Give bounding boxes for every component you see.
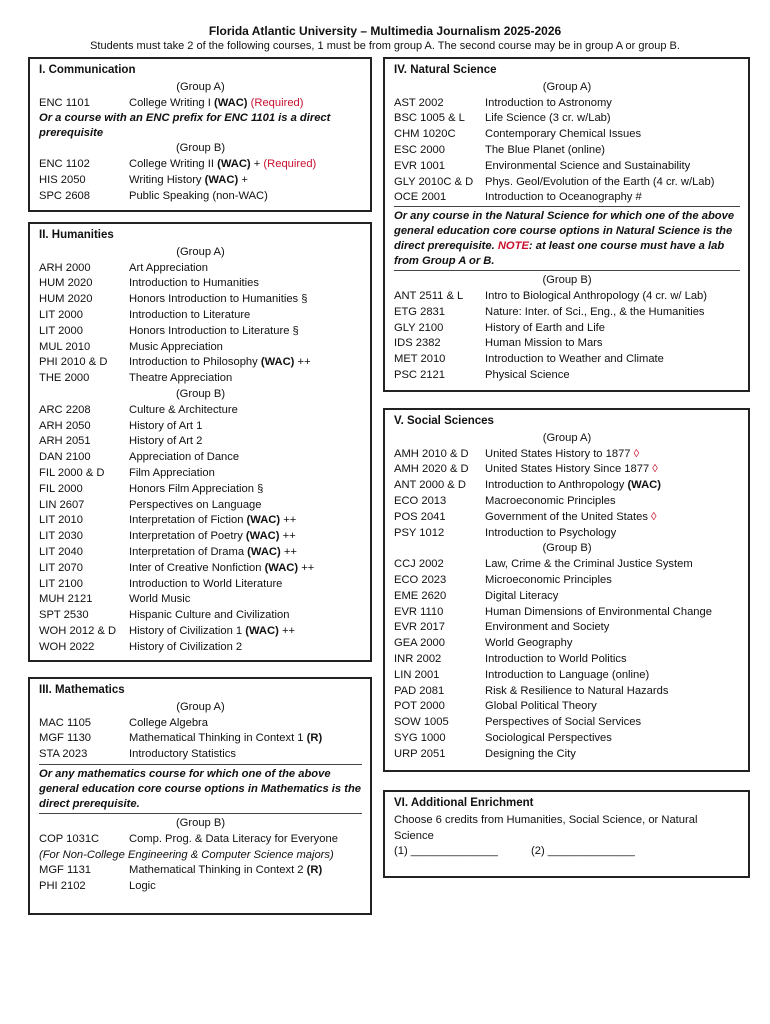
section-title: II. Humanities [39,229,114,241]
course-code: CCJ 2002 [394,558,444,571]
course-code: MET 2010 [394,353,446,366]
course-code: COP 1031C [39,832,100,845]
course-row [394,96,740,112]
course-code: ENC 1102 [39,158,90,171]
course-row [394,159,740,175]
course-name: College Algebra [129,716,208,729]
course-row [394,715,740,731]
course-name: Mathematical Thinking in Context 2 (R) [129,864,323,877]
course-name: Introduction to Literature [129,308,251,321]
course-row [394,636,740,652]
course-row [394,731,740,747]
course-code: GEA 2000 [394,637,446,650]
section-title: III. Mathematics [39,684,125,696]
course-name: Introduction to Psychology [485,526,617,539]
course-row [39,498,362,514]
natural-science-group-a-list [394,96,740,207]
course-name: Physical Science [485,368,570,381]
course-code: FIL 2000 & D [39,466,105,479]
course-code: GLY 2010C & D [394,175,474,188]
course-row [394,143,740,159]
course-code: PSC 2121 [394,368,445,381]
course-code: LIN 2607 [39,498,85,511]
course-row [39,716,362,732]
course-code: ESC 2000 [394,143,445,156]
course-code: GLY 2100 [394,321,444,334]
course-name: Phys. Geol/Evolution of the Earth (4 cr. w/Lab) [485,175,715,188]
course-row [39,261,362,277]
course-row [39,545,362,561]
course-name: United States History to 1877 ◊ [485,447,640,460]
course-code: CHM 1020C [394,128,456,141]
course-row [39,340,362,356]
course-code: EVR 1001 [394,159,445,172]
course-name: Comp. Prog. & Data Literacy for Everyone [129,832,338,845]
section-title: IV. Natural Science [394,64,497,76]
course-name: College Writing II (WAC) + (Required) [129,158,317,171]
course-name: Mathematical Thinking in Context 1 (R) [129,732,323,745]
course-code: EVR 1110 [394,605,444,618]
group-b-label: (Group B) [542,542,592,555]
course-row [394,620,740,636]
social-sciences-section [383,408,750,772]
course-name: Introduction to Philosophy (WAC) ++ [129,356,311,369]
course-code: SPT 2530 [39,609,89,622]
course-row [394,684,740,700]
course-code: THE 2000 [39,372,90,385]
course-code: LIT 2010 [39,514,83,527]
course-row [39,640,362,656]
course-name: History of Civilization 2 [129,640,243,653]
course-code: EME 2620 [394,589,447,602]
course-row [394,127,740,143]
course-name: Logic [129,880,156,893]
course-name: Digital Literacy [485,589,559,602]
course-name: Perspectives of Social Services [485,716,642,729]
course-name: College Writing I (WAC) (Required) [129,96,304,109]
course-row [39,189,362,205]
course-row [39,747,362,763]
course-row [39,371,362,387]
course-row [394,747,740,763]
course-code: ECO 2013 [394,494,447,507]
course-code: POS 2041 [394,510,446,523]
humanities-wac-list [39,513,362,576]
course-name: Risk & Resilience to Natural Hazards [485,684,669,697]
course-name: Honors Film Appreciation § [129,482,264,495]
course-code: IDS 2382 [394,337,441,350]
course-name: Honors Introduction to Humanities § [129,293,308,306]
course-code: PHI 2010 & D [39,356,108,369]
course-name: Film Appreciation [129,466,215,479]
course-code: POT 2000 [394,700,445,713]
course-name: Introduction to World Literature [129,577,283,590]
course-code: AMH 2020 & D [394,463,469,476]
humanities-section [28,222,372,662]
course-code: HIS 2050 [39,173,86,186]
course-row [394,668,740,684]
course-row [394,321,740,337]
course-name: Intro to Biological Anthropology (4 cr. w/ Lab) [485,289,708,302]
course-name: Global Political Theory [485,700,597,713]
course-row [39,96,362,112]
communication-section [28,57,372,212]
course-row [394,352,740,368]
course-name: Public Speaking (non-WAC) [129,189,268,202]
course-code: ARC 2208 [39,403,91,416]
course-row [394,510,740,526]
course-name: Writing History (WAC) + [129,173,248,186]
course-code: BSC 1005 & L [394,112,465,125]
course-row [39,450,362,466]
course-row [39,482,362,498]
course-code: ANT 2511 & L [394,289,464,302]
course-code: AMH 2010 & D [394,447,469,460]
course-code: ECO 2023 [394,573,447,586]
course-code: EVR 2017 [394,621,445,634]
course-name: Government of the United States ◊ [485,510,657,523]
course-name: Environment and Society [485,621,610,634]
group-b-label: (Group B) [542,274,592,287]
group-a-label: (Group A) [176,245,225,258]
course-name: Law, Crime & the Criminal Justice System [485,558,693,571]
enrichment-text: Choose 6 credits from Humanities, Social Science, or Natural Science [394,813,698,842]
humanities-group-a-list [39,261,362,356]
divider [394,206,740,207]
divider [39,813,362,814]
course-code: DAN 2100 [39,451,91,464]
course-row [394,336,740,352]
course-name: World Music [129,593,191,606]
course-name: Culture & Architecture [129,403,238,416]
course-name: Introduction to Astronomy [485,96,612,109]
course-row [39,419,362,435]
course-note: (For Non-College Engineering & Computer Science majors) [39,848,334,861]
course-code: LIT 2030 [39,530,83,543]
course-code: ARH 2051 [39,435,91,448]
course-code: LIN 2001 [394,668,440,681]
course-row [394,526,740,542]
course-name: Life Science (3 cr. w/Lab) [485,112,611,125]
course-row [39,592,362,608]
course-name: Macroeconomic Principles [485,494,616,507]
natural-science-group-b-list [394,289,740,384]
section-title: V. Social Sciences [394,415,494,427]
communication-note: Or a course with an ENC prefix for ENC 1101 is a direct prerequisite [39,112,331,140]
course-name: Honors Introduction to Literature § [129,324,299,337]
course-name: Interpretation of Fiction (WAC) ++ [129,514,297,527]
course-code: SOW 1005 [394,716,449,729]
group-b-label: (Group B) [175,142,226,155]
course-name: Interpretation of Drama (WAC) ++ [129,545,297,558]
course-code: INR 2002 [394,652,442,665]
divider [39,764,362,765]
course-code: HUM 2020 [39,277,93,290]
course-code: ARH 2050 [39,419,91,432]
natural-science-note: Or any course in the Natural Science for which one of the above general education core course options in Natural Science is the direct prerequisite. NOTE: at least one course must have a lab from Group A or B. [394,210,735,268]
course-code: SYG 1000 [394,731,446,744]
course-row [394,589,740,605]
mathematics-note: Or any mathematics course for which one of the above general education core course options in Mathematics is the direct prerequisite. [39,767,362,810]
course-row [39,434,362,450]
mathematics-section [28,677,372,915]
group-b-label: (Group B) [175,816,226,829]
course-code: OCE 2001 [394,191,447,204]
course-name: Interpretation of Poetry (WAC) ++ [129,530,296,543]
course-code: LIT 2000 [39,324,83,337]
course-name: Microeconomic Principles [485,573,612,586]
course-row [394,699,740,715]
course-code: LIT 2040 [39,545,83,558]
course-name: Human Dimensions of Environmental Change [485,605,712,618]
course-code: MUH 2121 [39,593,93,606]
course-row [394,190,740,206]
natural-science-section [383,57,750,392]
group-b-label: (Group B) [175,387,226,400]
course-row [39,879,362,895]
course-row [394,447,740,463]
divider [394,270,740,271]
course-name: Art Appreciation [129,261,208,274]
course-code: HUM 2020 [39,293,93,306]
course-row [394,494,740,510]
page-subtitle: Students must take 2 of the following courses, 1 must be from group A. The second course may be in group A or group B. [90,40,680,52]
course-code: ARH 2000 [39,261,91,274]
course-code: MGF 1131 [39,864,92,877]
section-title: I. Communication [39,64,136,76]
course-name: Introduction to Oceanography # [485,191,642,204]
course-name: Inter of Creative Nonfiction (WAC) ++ [129,561,315,574]
course-row [39,355,362,371]
group-a-label: (Group A) [176,700,225,713]
enrichment-section [383,790,750,878]
course-row [39,157,362,173]
course-code: MUL 2010 [39,340,91,353]
course-code: FIL 2000 [39,482,83,495]
course-row [39,173,362,189]
course-row [39,513,362,529]
course-row [394,289,740,305]
course-name: History of Art 2 [129,435,203,448]
course-row [39,577,362,593]
course-code: LIT 2100 [39,577,83,590]
course-name: History of Earth and Life [485,321,606,334]
course-code: LIT 2000 [39,308,83,321]
course-code: PHI 2102 [39,880,86,893]
course-name: Designing the City [485,747,576,760]
course-row [39,308,362,324]
humanities-group-b-list [39,403,362,514]
course-row [394,368,740,384]
course-name: Perspectives on Language [129,498,262,511]
course-code: ENC 1101 [39,96,90,109]
course-row [394,478,740,494]
course-code: MAC 1105 [39,716,92,729]
blank-2[interactable]: (2) ______________ [531,845,635,858]
section-title: VI. Additional Enrichment [394,797,534,809]
course-name: Introduction to Humanities [129,277,259,290]
course-row [394,111,740,127]
group-a-label: (Group A) [542,431,592,444]
group-a-label: (Group A) [176,80,225,93]
course-code: MGF 1130 [39,732,92,745]
course-code: URP 2051 [394,747,446,760]
blank-1[interactable]: (1) ______________ [394,845,498,858]
course-row [39,863,362,879]
course-name: World Geography [485,637,573,650]
course-row [39,292,362,308]
course-code: SPC 2608 [39,189,90,202]
course-code: PSY 1012 [394,526,445,539]
course-name: Introduction to World Politics [485,652,627,665]
course-row [39,608,362,624]
course-name: History of Art 1 [129,419,203,432]
course-name: Human Mission to Mars [485,337,603,350]
course-code: PAD 2081 [394,684,445,697]
course-code: WOH 2012 & D [39,624,117,637]
course-name: Environmental Science and Sustainability [485,159,691,172]
course-name: Appreciation of Dance [129,451,240,464]
course-name: Introduction to Weather and Climate [485,353,664,366]
course-row [39,466,362,482]
course-name: Theatre Appreciation [129,372,233,385]
enrichment-blanks [394,844,740,860]
course-row [394,557,740,573]
social-sciences-group-b-list [394,557,740,762]
course-row [39,276,362,292]
course-row [394,573,740,589]
course-row [39,529,362,545]
course-name: The Blue Planet (online) [485,143,606,156]
course-code: WOH 2022 [39,640,95,653]
course-row [394,305,740,321]
course-name: Hispanic Culture and Civilization [129,609,290,622]
course-name: United States History Since 1877 ◊ [485,463,658,476]
course-row [39,561,362,577]
course-name: Nature: Inter. of Sci., Eng., & the Humanities [485,305,705,318]
course-name: Contemporary Chemical Issues [485,128,642,141]
course-row [394,652,740,668]
course-name: Introductory Statistics [129,748,236,761]
course-name: Introduction to Language (online) [485,668,650,681]
course-row [394,605,740,621]
course-name: History of Civilization 1 (WAC) ++ [129,624,296,637]
course-code: AST 2002 [394,96,444,109]
course-name: Sociological Perspectives [485,731,612,744]
course-row [39,403,362,419]
humanities-group-b-list-2 [39,577,362,624]
course-code: STA 2023 [39,748,88,761]
course-row [39,731,362,747]
page-title: Florida Atlantic University – Multimedia Journalism 2025-2026 [208,24,562,38]
course-row [394,175,740,191]
course-row [39,832,362,848]
course-name: Music Appreciation [129,340,223,353]
group-a-label: (Group A) [542,80,592,93]
course-code: ANT 2000 & D [394,479,466,492]
course-row [39,624,362,640]
course-name: Introduction to Anthropology (WAC) [485,479,661,492]
course-code: LIT 2070 [39,561,83,574]
course-row [394,462,740,478]
course-row [39,324,362,340]
course-code: ETG 2831 [394,305,445,318]
